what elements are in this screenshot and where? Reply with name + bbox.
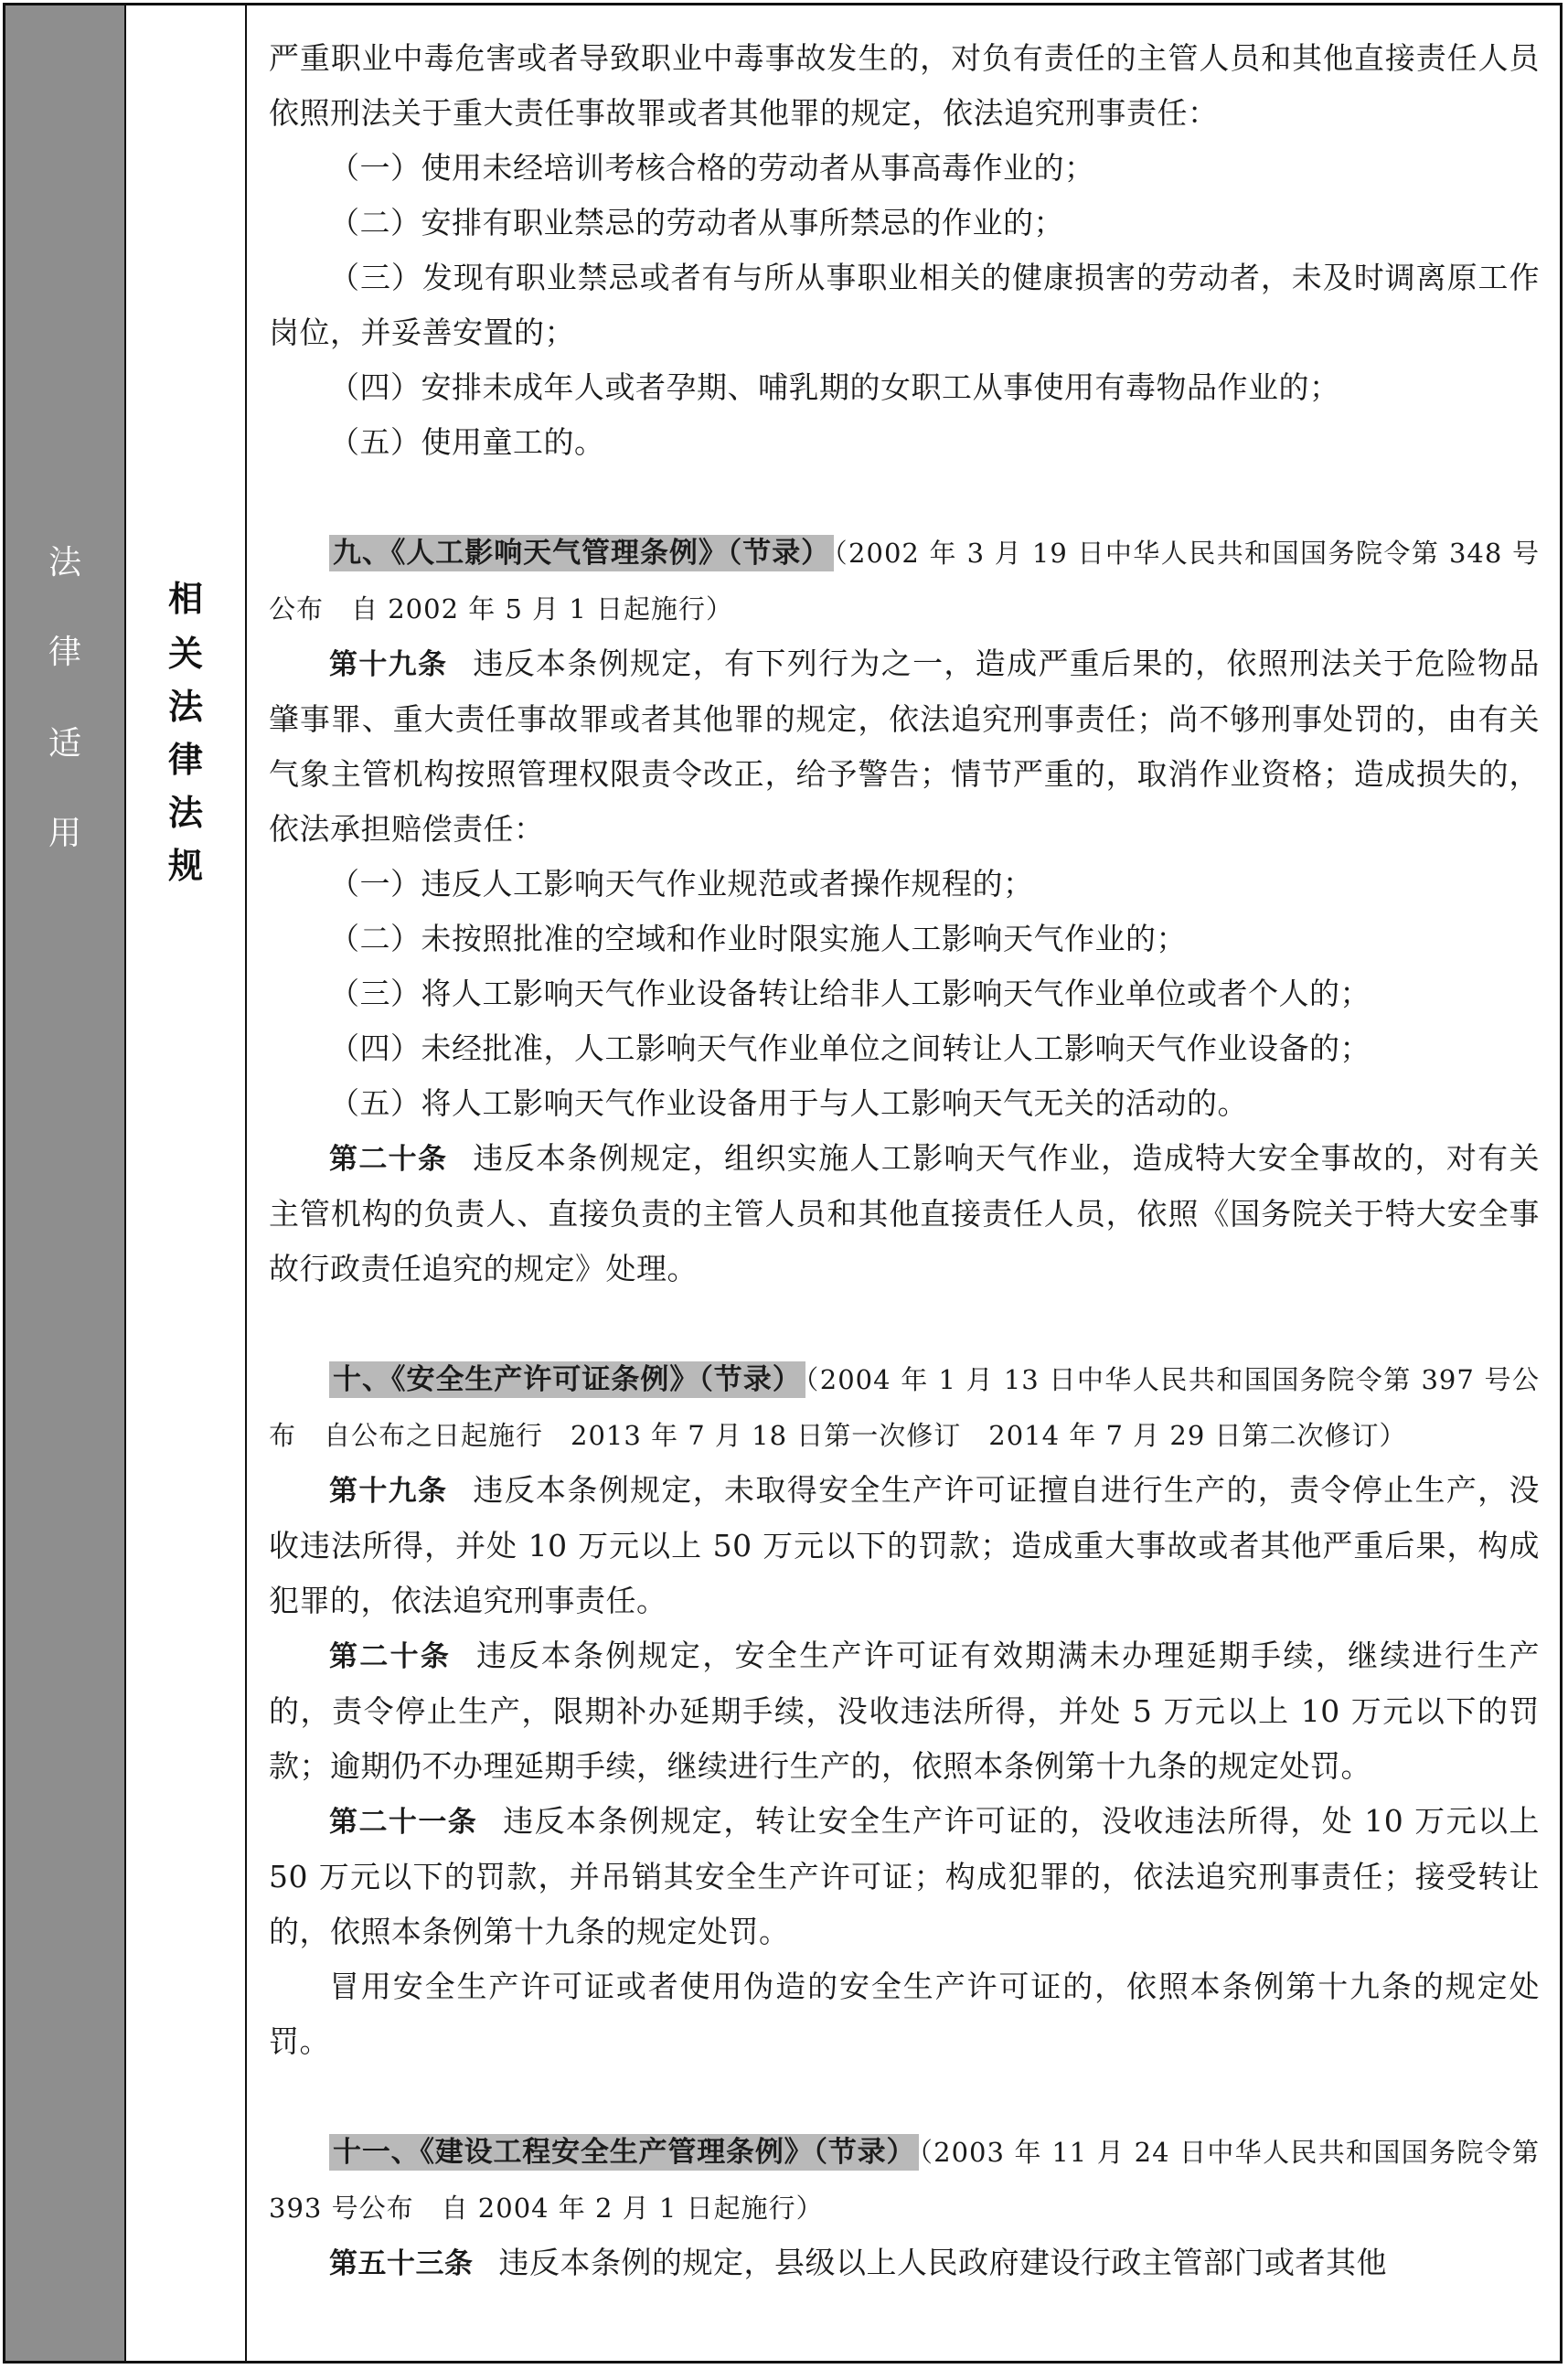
section-heading [269, 525, 1540, 636]
article-label: 第十九条 [329, 648, 448, 681]
subcategory-char: 律 [167, 740, 203, 780]
list-item: （二）安排有职业禁忌的劳动者从事所禁忌的作业的； [329, 205, 1064, 240]
article-text: 违反本条例规定，有下列行为之一，造成严重后果的，依照刑法关于危险物品肇事罪、重大责任事故罪或者其他罪的规定，依法追究刑事责任；尚不够刑事处罚的，由有关气象主管机构按照管理权限责令改正，给予警告；情节严重的，取消作业资格；造成损失的，依法承担赔偿责任： [269, 646, 1541, 847]
article-paragraph [269, 1794, 1540, 1959]
subcategory-column [126, 5, 247, 2361]
article-label: 第二十条 [329, 1640, 452, 1673]
subcategory-char: 关 [167, 634, 203, 674]
article-paragraph [269, 2236, 1540, 2291]
intro-paragraph: 严重职业中毒危害或者导致职业中毒事故发生的，对负有责任的主管人员和其他直接责任人员依照刑法关于重大责任事故罪或者其他罪的规定，依法追究刑事责任： [269, 40, 1540, 131]
list-item: （二）未按照批准的空域和作业时限实施人工影响天气作业的； [329, 921, 1187, 956]
subcategory-char: 相 [167, 579, 203, 619]
article-text: 违反本条例规定，转让安全生产许可证的，没收违法所得，处 10 万元以上 50 万元以下的罚款，并吊销其安全生产许可证；构成犯罪的，依法追究刑事责任；接受转让的，依照本条例第十九条的规定处罚。 [269, 1803, 1540, 1949]
list-item: （四）安排未成年人或者孕期、哺乳期的女职工从事使用有毒物品作业的； [329, 369, 1340, 405]
article-text: 违反本条例规定，组织实施人工影响天气作业，造成特大安全事故的，对有关主管机构的负责人、直接负责的主管人员和其他直接责任人员，依照《国务院关于特大安全事故行政责任追究的规定》处理。 [269, 1140, 1541, 1286]
category-char: 律 [48, 634, 81, 671]
article-label: 第五十三条 [329, 2247, 474, 2280]
article-paragraph [269, 1463, 1540, 1628]
section-source: （2002 年 3 月 19 日中华人民共和国国务院令第 348 号公布 自 2002 年 5 月 1 日起施行） [269, 538, 1540, 624]
article-paragraph: 冒用安全生产许可证或者使用伪造的安全生产许可证的，依照本条例第十九条的规定处罚。 [269, 1969, 1540, 2059]
subcategory-char: 法 [167, 793, 203, 833]
list-item: （五）使用童工的。 [329, 424, 605, 460]
list-item: （一）违反人工影响天气作业规范或者操作规程的； [329, 866, 1034, 902]
article-paragraph [269, 1131, 1540, 1297]
subcategory-char: 规 [167, 846, 203, 886]
category-char: 用 [48, 815, 81, 852]
section-title: 九、《人工影响天气管理条例》（节录） [329, 535, 834, 571]
category-column [5, 5, 126, 2361]
subcategory-char: 法 [167, 687, 203, 727]
article-text: 违反本条例规定，未取得安全生产许可证擅自进行生产的，责令停止生产，没收违法所得，并处 10 万元以上 50 万元以下的罚款；造成重大事故或者其他严重后果，构成犯罪的，依法追究刑事责任。 [269, 1472, 1541, 1618]
section-title: 十、《安全生产许可证条例》（节录） [329, 1361, 805, 1398]
list-item: （三）将人工影响天气作业设备转让给非人工影响天气作业单位或者个人的； [329, 976, 1371, 1011]
section-source: （2004 年 1 月 13 日中华人民共和国国务院令第 397 号公布 自公布之日起施行 2013 年 7 月 18 日第一次修订 2014 年 7 月 29 日第二次修订） [269, 1364, 1540, 1451]
list-item: （三）发现有职业禁忌或者有与所从事职业相关的健康损害的劳动者，未及时调离原工作岗位，并妥善安置的； [269, 260, 1540, 350]
article-label: 第二十条 [329, 1143, 448, 1176]
section-heading [269, 2124, 1540, 2236]
table-frame [3, 3, 1563, 2364]
list-item: （五）将人工影响天气作业设备用于与人工影响天气无关的活动的。 [329, 1085, 1248, 1121]
section-title: 十一、《建设工程安全生产管理条例》（节录） [329, 2134, 919, 2171]
category-char: 适 [48, 725, 81, 763]
section-heading [269, 1351, 1540, 1463]
article-label: 第二十一条 [329, 1806, 478, 1839]
content-cell [247, 5, 1560, 2361]
article-paragraph [269, 636, 1540, 857]
article-paragraph [269, 1628, 1540, 1794]
article-text: 违反本条例的规定，县级以上人民政府建设行政主管部门或者其他 [498, 2245, 1387, 2280]
list-item: （一）使用未经培训考核合格的劳动者从事高毒作业的； [329, 150, 1095, 186]
category-char: 法 [48, 544, 81, 582]
article-text: 违反本条例规定，安全生产许可证有效期满未办理延期手续，继续进行生产的，责令停止生产，限期补办延期手续，没收违法所得，并处 5 万元以上 10 万元以下的罚款；逾期仍不办理延期手续，继续进行生产的，依照本条例第十九条的规定处罚。 [269, 1638, 1541, 1784]
section-source: （2003 年 11 月 24 日中华人民共和国国务院令第 393 号公布 自 2004 年 2 月 1 日起施行） [269, 2137, 1540, 2224]
list-item: （四）未经批准，人工影响天气作业单位之间转让人工影响天气作业设备的； [329, 1030, 1371, 1066]
article-label: 第十九条 [329, 1475, 448, 1508]
